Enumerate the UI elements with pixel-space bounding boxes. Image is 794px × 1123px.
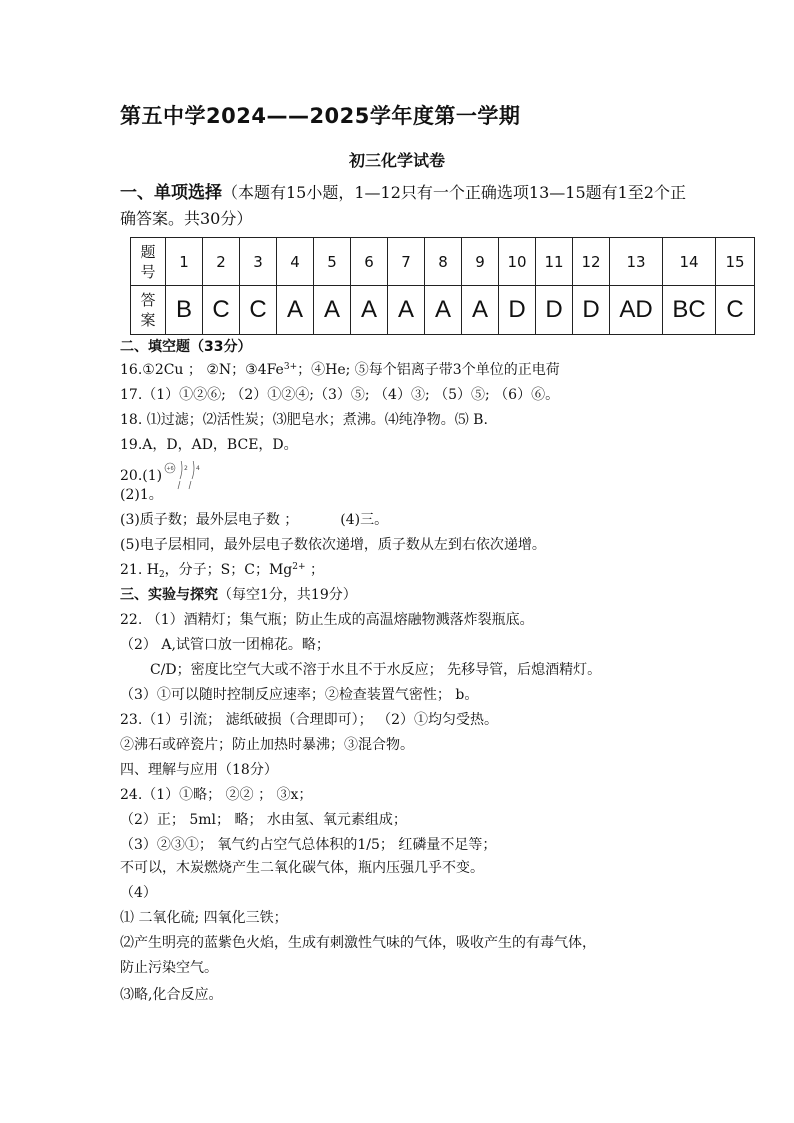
answer-text: (4)三。 — [340, 512, 389, 528]
number-row-label — [131, 238, 166, 286]
electron-shell-arc — [180, 461, 182, 479]
nucleus-charge: +6 — [166, 466, 174, 472]
answer-text: (3)质子数；最外层电子数 ； — [120, 512, 299, 528]
table-cell: D — [573, 286, 610, 335]
table-cell: 1 — [166, 238, 203, 286]
section-1-heading — [120, 180, 700, 232]
answer-line-22-4: （3）①可以随时控制反应速率；②检查装置气密性； b。 — [120, 687, 479, 703]
charge-superscript: 2+ — [292, 562, 306, 572]
answer-line-17: 17.（1）①②⑥; （2）①②④;（3）⑤; （4）③; （5）⑤; （6）⑥。 — [120, 387, 560, 403]
electron-count: 4 — [196, 465, 200, 472]
answer-text: ； — [305, 562, 325, 578]
table-cell: 2 — [203, 238, 240, 286]
section-3-title: 三、实验与探究 — [120, 587, 218, 603]
table-cell: BC — [663, 286, 716, 335]
answer-row-label — [131, 286, 166, 335]
table-cell: C — [240, 286, 277, 335]
stroke-mark — [178, 481, 180, 489]
page-title: 第五中学2024——2025学年度第一学期 — [120, 104, 521, 128]
answer-line-24-2: （2）正； 5ml； 略； 水由氢、氧元素组成； — [120, 812, 407, 828]
table-cell: A — [351, 286, 388, 335]
answer-line-18: 18. ⑴过滤；⑵活性炭；⑶肥皂水；煮沸。⑷纯净物。⑸ B. — [120, 412, 488, 428]
table-cell: 14 — [663, 238, 716, 286]
page-subtitle: 初三化学试卷 — [348, 151, 445, 170]
electron-count: 2 — [184, 465, 188, 472]
answer-line-24-8: 防止污染空气。 — [120, 960, 218, 976]
answer-line-24-6: ⑴ 二氧化硫; 四氧化三铁； — [120, 910, 288, 926]
table-cell: 7 — [388, 238, 425, 286]
electron-shell-arc — [192, 461, 194, 479]
answer-line-22-1: 22. （1）酒精灯；集气瓶；防止生成的高温熔融物溅落炸裂瓶底。 — [120, 612, 534, 628]
table-cell: 9 — [462, 238, 499, 286]
answer-line-23-1: 23.（1）引流； 滤纸破损（合理即可）； （2）①均匀受热。 — [120, 712, 498, 728]
answer-row-label-text: 答 案 — [140, 291, 156, 329]
charge-superscript: 3+ — [283, 362, 298, 372]
answer-line-20-2: (2)1。 — [120, 487, 163, 503]
answer-line-20-5: (5)电子层相同，最外层电子数依次递增，质子数从左到右依次递增。 — [120, 537, 546, 553]
answer-line-20-3 — [120, 511, 388, 529]
answer-line-19: 19.A，D，AD，BCE，D。 — [120, 437, 298, 453]
table-cell: C — [716, 286, 755, 335]
answer-line-23-2: ②沸石或碎瓷片；防止加热时暴沸；③混合物。 — [120, 737, 414, 753]
answer-table — [130, 237, 755, 335]
section-1-description: （本题有15小题，1—12只有一个正确选项13—15题有1至2个正确答案。共30分） — [120, 183, 686, 228]
table-cell: AD — [610, 286, 663, 335]
atom-structure-diagram — [164, 461, 204, 491]
section-3-description: （每空1分，共19分） — [218, 587, 357, 603]
answer-line-24-7: ⑵产生明亮的蓝紫色火焰，生成有刺激性气味的气体，吸收产生的有毒气体， — [120, 935, 596, 951]
table-cell: 10 — [499, 238, 536, 286]
table-cell: 3 — [240, 238, 277, 286]
table-cell: 15 — [716, 238, 755, 286]
table-cell: D — [499, 286, 536, 335]
table-cell: 12 — [573, 238, 610, 286]
answer-line-24-4: 不可以，木炭燃烧产生二氧化碳气体，瓶内压强几乎不变。 — [120, 860, 484, 876]
table-cell: 4 — [277, 238, 314, 286]
table-cell: D — [536, 286, 573, 335]
answer-text: ，分子；S；C；Mg — [164, 562, 293, 578]
table-cell: 11 — [536, 238, 573, 286]
table-cell: 8 — [425, 238, 462, 286]
answer-line-24-9: ⑶略,化合反应。 — [120, 987, 223, 1003]
stroke-mark — [189, 481, 191, 489]
table-cell: 6 — [351, 238, 388, 286]
answer-line-22-3: C/D；密度比空气大或不溶于水且不于水反应； 先移导管，后熄酒精灯。 — [150, 662, 602, 678]
answer-text: 20.(1) — [120, 468, 163, 484]
table-cell: 5 — [314, 238, 351, 286]
formula-subscript: 2 — [158, 570, 165, 580]
section-2-title: 二、填空题（33分） — [120, 339, 252, 355]
table-cell: A — [462, 286, 499, 335]
answer-line-24-3: （3）②③①； 氧气约占空气总体积的1/5； 红磷量不足等； — [120, 837, 497, 853]
table-cell: C — [203, 286, 240, 335]
table-cell: A — [388, 286, 425, 335]
section-4-title: 四、理解与应用（18分） — [120, 762, 278, 778]
answer-line-22-2: （2） A,试管口放一团棉花。略； — [120, 637, 330, 653]
answer-text: 16.①2Cu ； ②N；③4Fe — [120, 362, 284, 378]
answer-line-24-5: （4） — [120, 885, 157, 901]
answer-line-24-1: 24.（1）①略； ②② ； ③x； — [120, 787, 313, 803]
answer-text: ；④He; ⑤每个铝离子带3个单位的正电荷 — [297, 362, 560, 378]
number-row-label-text: 题 号 — [140, 242, 156, 281]
table-cell: A — [314, 286, 351, 335]
answer-line-21 — [120, 561, 324, 579]
answer-table-answer-row — [131, 286, 755, 335]
answer-table-number-row — [131, 238, 755, 286]
answer-line-16 — [120, 361, 560, 379]
answer-text: 21. H — [120, 562, 159, 578]
section-3-heading — [120, 586, 357, 604]
section-1-title: 一、单项选择 — [120, 183, 222, 203]
table-cell: 13 — [610, 238, 663, 286]
table-cell: A — [425, 286, 462, 335]
table-cell: B — [166, 286, 203, 335]
table-cell: A — [277, 286, 314, 335]
